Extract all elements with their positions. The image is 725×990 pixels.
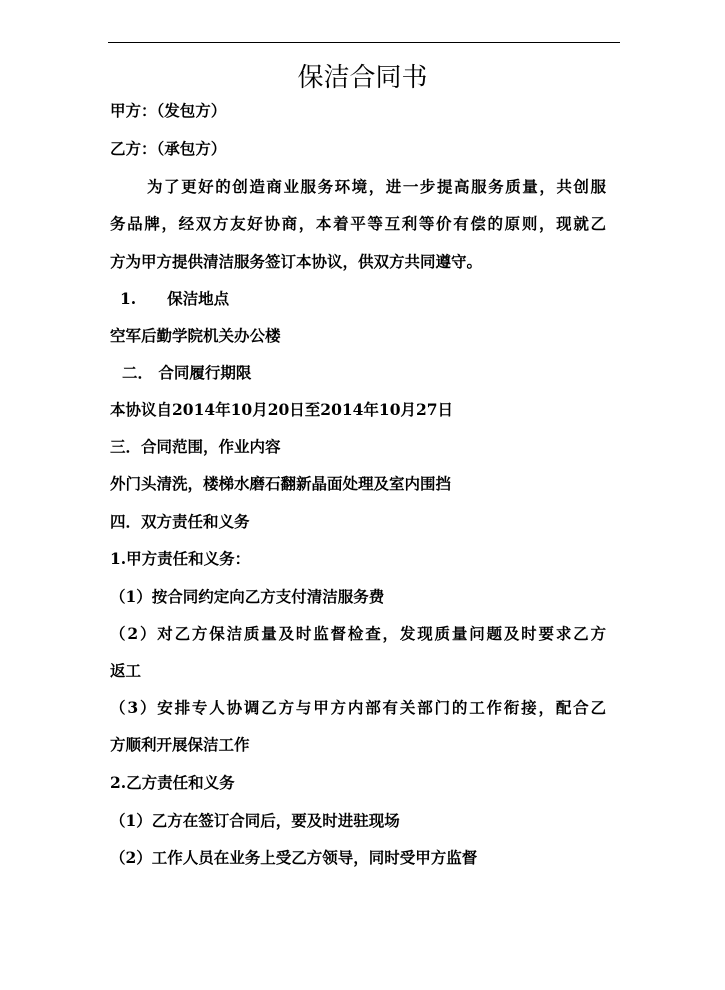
header-rule [108, 42, 620, 43]
section-heading-scope: 三．合同范围，作业内容 [110, 437, 281, 456]
party-a-responsibilities-heading: 1.甲方责任和义务： [110, 549, 251, 568]
document-title: 保洁合同书 [297, 63, 428, 93]
party-a-item-2-line-2: 返工 [110, 661, 142, 680]
party-a-item-3-line-1: （3）安排专人协调乙方与甲方内部有关部门的工作衔接，配合乙 [110, 698, 606, 717]
location-value: 空军后勤学院机关办公楼 [110, 326, 281, 345]
party-b-item-2: （2）工作人员在业务上受乙方领导，同时受甲方监督 [110, 848, 478, 867]
party-a-line: 甲方：（发包方） [110, 101, 227, 120]
intro-paragraph-line-3: 方为甲方提供清洁服务签订本协议，供双方共同遵守。 [110, 252, 483, 271]
intro-paragraph-line-1: 为了更好的创造商业服务环境，进一步提高服务质量，共创服 [147, 177, 606, 196]
party-b-line: 乙方：（承包方） [110, 139, 227, 158]
intro-paragraph-line-2: 务品牌，经双方友好协商，本着平等互利等价有偿的原则，现就乙 [110, 214, 606, 233]
party-a-item-3-line-2: 方顺利开展保洁工作 [110, 735, 250, 754]
party-b-responsibilities-heading: 2.乙方责任和义务 [110, 773, 235, 792]
party-a-item-1: （1）按合同约定向乙方支付清洁服务费 [110, 587, 385, 606]
section-heading-term: 二． 合同履行期限 [122, 363, 252, 382]
section-heading-responsibilities: 四．双方责任和义务 [110, 512, 250, 531]
term-value: 本协议自2014年10月20日至2014年10月27日 [110, 400, 454, 419]
section-heading-location: 1. 保洁地点 [120, 289, 230, 308]
party-b-item-1: （1）乙方在签订合同后，要及时进驻现场 [110, 811, 400, 830]
scope-value: 外门头清洗，楼梯水磨石翻新晶面处理及室内围挡 [110, 474, 452, 493]
party-a-item-2-line-1: （2）对乙方保洁质量及时监督检查，发现质量问题及时要求乙方 [110, 624, 606, 643]
